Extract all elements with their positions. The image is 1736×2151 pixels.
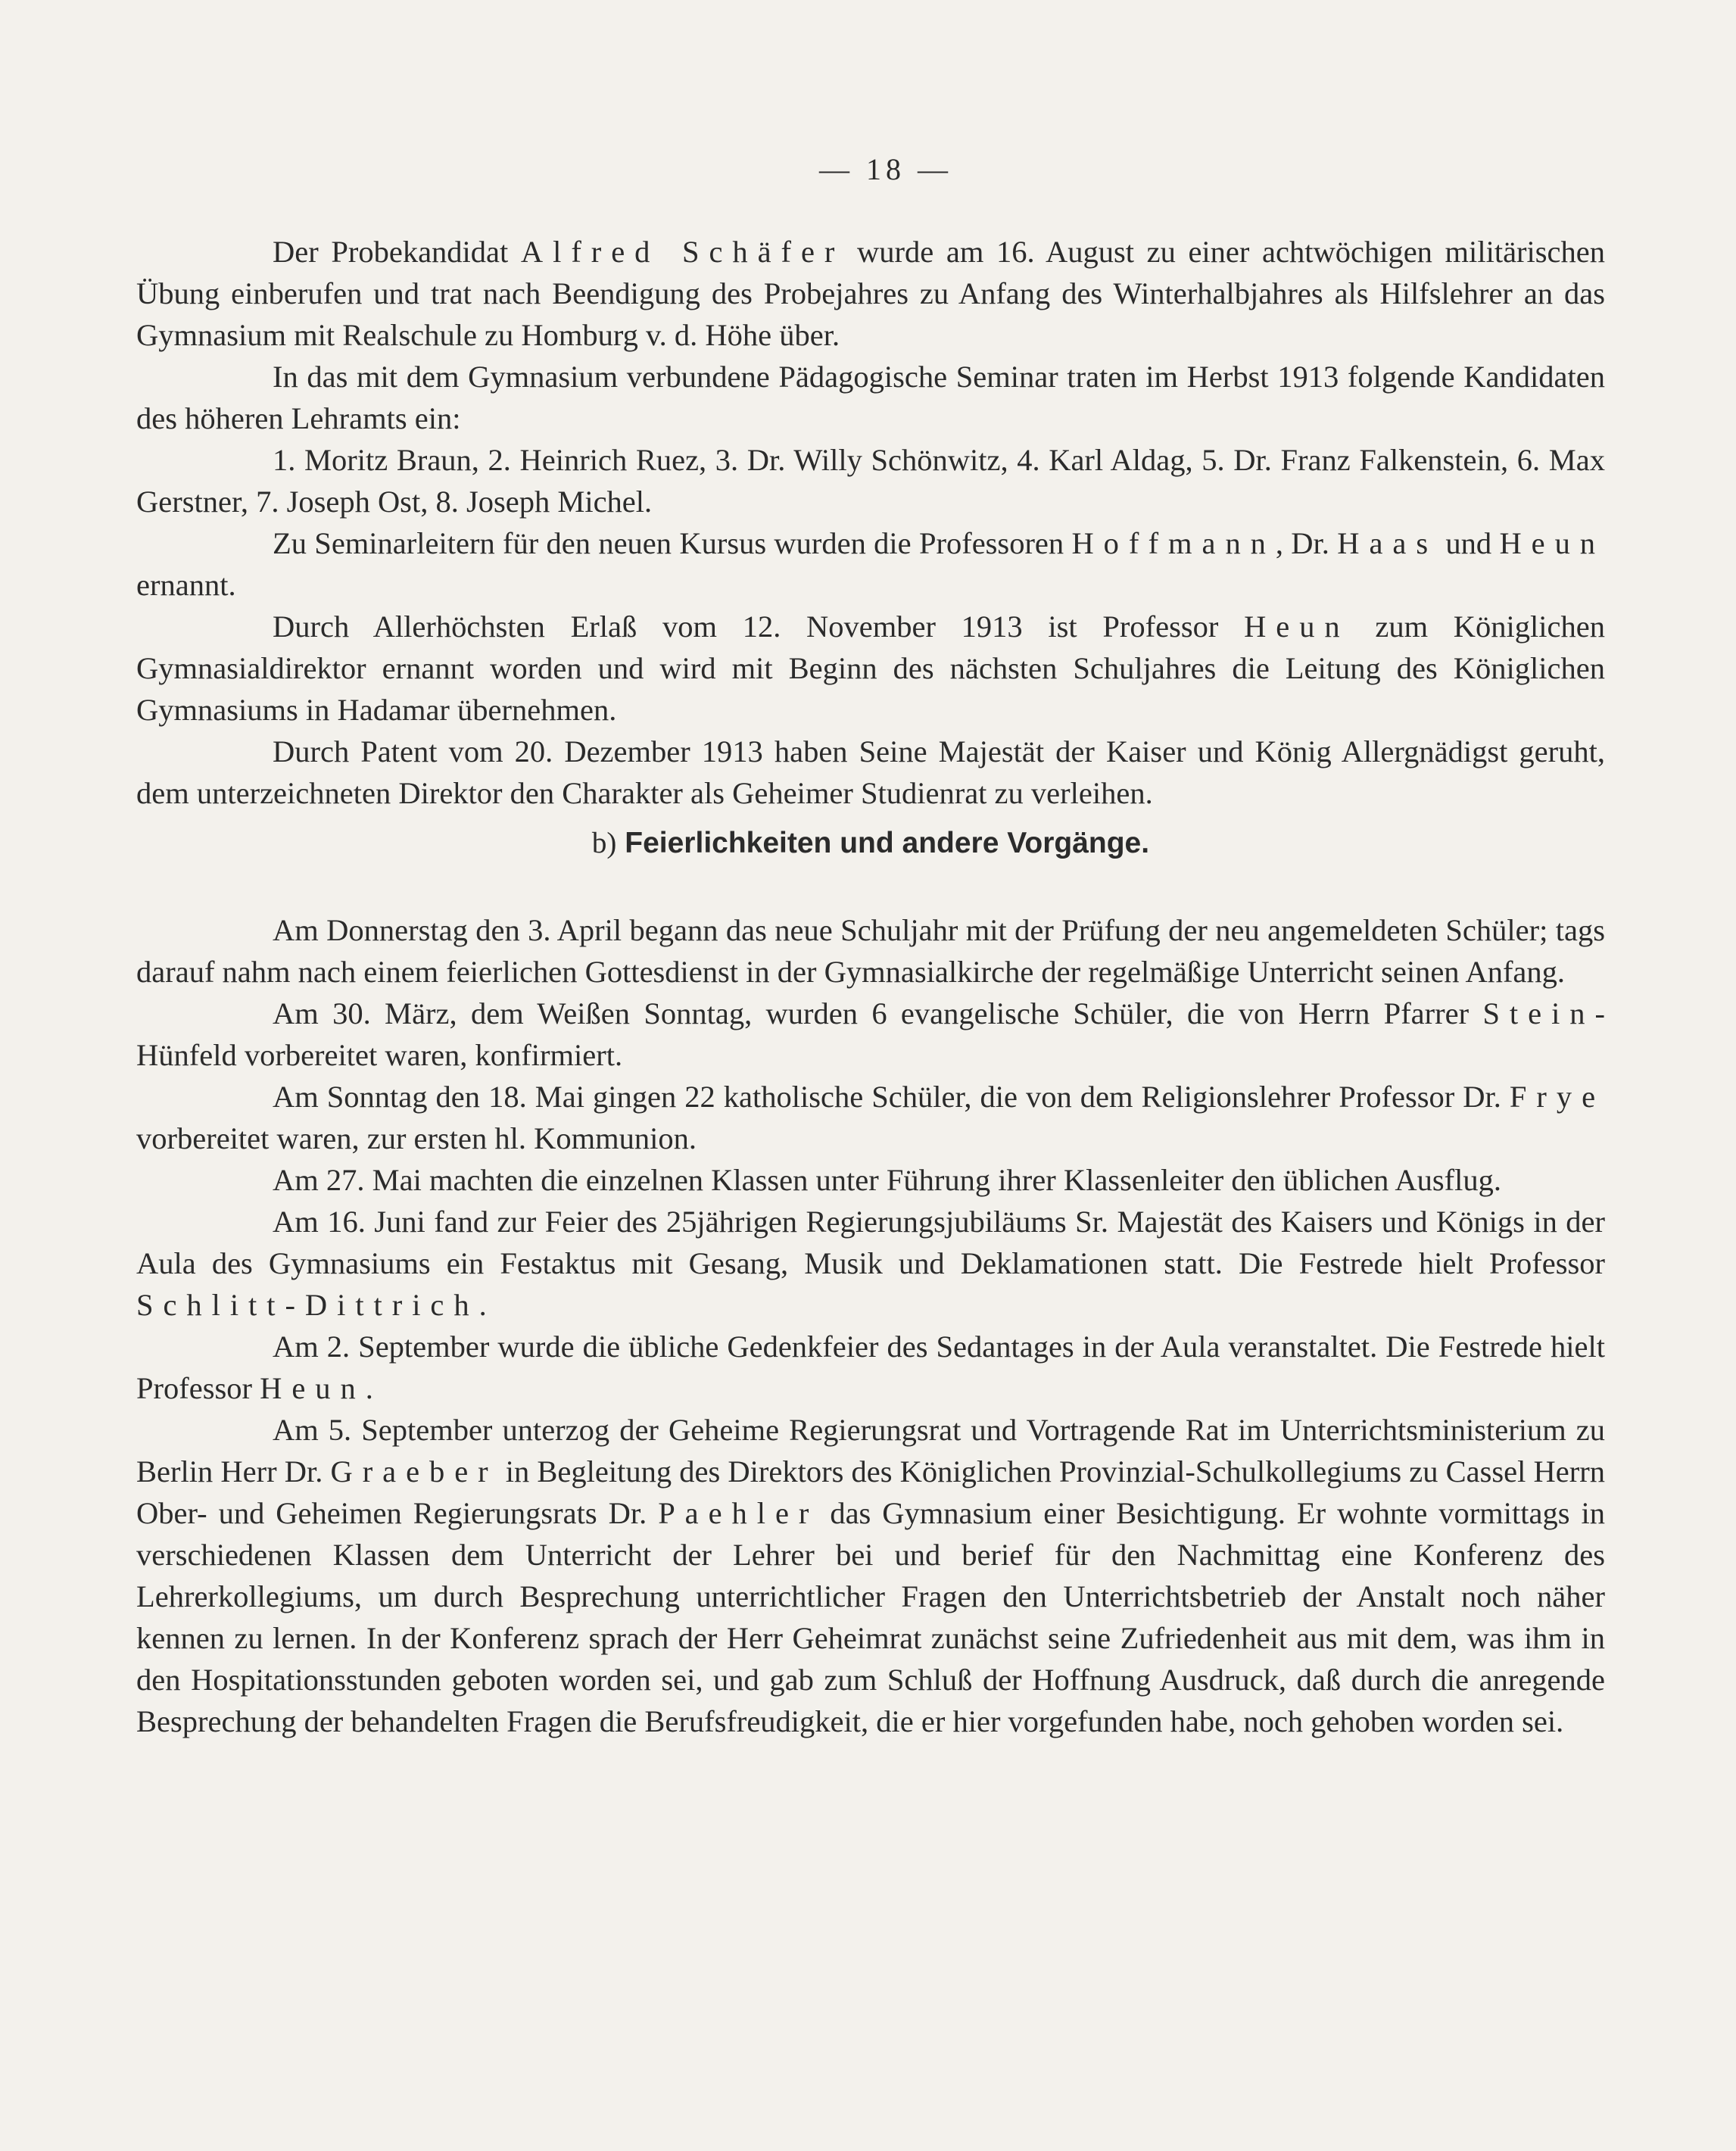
spaced-name: Paehler	[658, 1496, 819, 1530]
paragraph-schuljahr	[136, 909, 1605, 993]
section-heading-title: Feierlichkeiten und andere Vorgänge.	[625, 827, 1150, 859]
text-run: Am 5. September unterzog der Geheime Regierungsrat und Vortragende Rat im Unterrichtsministerium zu Berlin Herr Dr.	[136, 1413, 1605, 1489]
text-run: Am Donnerstag den 3. April begann das neue Schuljahr mit der Prüfung der neu angemeldeten Schüler; tags darauf nahm nach einem feierlichen Gottesdienst in der Gymnasialkirche der regelmäßige Unterricht seinen Anfang.	[136, 913, 1605, 989]
paragraph-ausflug	[136, 1159, 1605, 1201]
paragraph-jubilaeum	[136, 1201, 1605, 1326]
paragraph-sedantag	[136, 1326, 1605, 1409]
text-run: Der Probekandidat	[273, 235, 521, 269]
spaced-name: Stein	[1482, 996, 1595, 1030]
text-run: das Gymnasium einer Besichtigung. Er wohnte vormittags in verschiedenen Klassen dem Unterricht der Lehrer bei und berief für den Nachmittag eine Konferenz des Lehrerkollegiums, um durch Besprechung unterrichtlicher Fragen den Unterrichtsbetrieb der Anstalt noch näher kennen zu lernen. In der Konferenz sprach der Herr Geheimrat zunächst seine Zufriedenheit aus mit dem, was ihm in den Hospitationsstunden geboten worden sei, und gab zum Schluß der Hoffnung Ausdruck, daß durch die anregende Besprechung der behandelten Fragen die Berufsfreudigkeit, die er hier vorgefunden habe, noch gehoben worden sei.	[136, 1496, 1605, 1738]
text-run: Am 30. März, dem Weißen Sonntag, wurden 6 evangelische Schüler, die von Herrn Pfarrer	[273, 996, 1483, 1030]
text-run: Durch Patent vom 20. Dezember 1913 haben Seine Majestät der Kaiser und König Allergnädigst geruht, dem unterzeichneten Direktor den Charakter als Geheimer Studienrat zu verleihen.	[136, 734, 1605, 810]
section-heading-label: b)	[591, 827, 617, 859]
text-run: wurde am 16. August zu einer achtwöchigen militärischen Übung einberufen und trat nach Beendigung des Probejahres zu Anfang des Winterhalbjahres als Hilfslehrer an das Gymnasium mit Realschule zu Homburg v. d. Höhe über.	[136, 235, 1605, 352]
text-run: Am 27. Mai machten die einzelnen Klassen unter Führung ihrer Klassenleiter den üblichen Ausflug.	[273, 1163, 1501, 1197]
text-run: ernannt.	[136, 568, 236, 602]
text-run: .	[478, 1288, 487, 1322]
text-run: Am Sonntag den 18. Mai gingen 22 katholische Schüler, die von dem Religionslehrer Professor Dr.	[273, 1080, 1510, 1114]
text-run: Durch Allerhöchsten Erlaß vom 12. November 1913 ist Professor	[273, 609, 1245, 644]
paragraph-kommunion	[136, 1076, 1605, 1159]
paragraph-candidates-list	[136, 439, 1605, 522]
paragraph-seminarleiter	[136, 522, 1605, 606]
text-run: , Dr.	[1275, 526, 1338, 560]
paragraph-besichtigung	[136, 1409, 1605, 1742]
text-run: Am 2. September wurde die übliche Gedenkfeier des Sedantages in der Aula veranstaltet. Die Festrede hielt Professor	[136, 1330, 1605, 1405]
spaced-name: Hoffmann	[1071, 526, 1276, 560]
paragraph-erlass	[136, 606, 1605, 731]
text-run: vorbereitet waren, zur ersten hl. Kommunion.	[136, 1121, 697, 1155]
spaced-name: Heun	[1244, 609, 1350, 644]
spaced-name: Frye	[1509, 1080, 1605, 1114]
section-heading	[136, 825, 1605, 862]
spaced-name: Heun	[1499, 526, 1606, 560]
spaced-name: Alfred Schäfer	[520, 235, 845, 269]
document-page	[136, 151, 1605, 1742]
text-run: zum Königlichen Gymnasialdirektor ernannt worden und wird mit Beginn des nächsten Schuljahres die Leitung des Königlichen Gymnasiums in Hadamar übernehmen.	[136, 609, 1605, 727]
spaced-name: Heun	[260, 1371, 366, 1405]
spaced-name: Haas	[1337, 526, 1438, 560]
text-run: Zu Seminarleitern für den neuen Kursus wurden die Professoren	[273, 526, 1072, 560]
page-number: — 18 —	[819, 152, 952, 186]
text-run: und	[1438, 526, 1500, 560]
spaced-name: Graeber	[330, 1454, 498, 1489]
paragraph-probekandidat	[136, 231, 1605, 356]
text-run: In das mit dem Gymnasium verbundene Pädagogische Seminar traten im Herbst 1913 folgende Kandidaten des höheren Lehramts ein:	[136, 360, 1605, 435]
text-run: 1. Moritz Braun, 2. Heinrich Ruez, 3. Dr. Willy Schönwitz, 4. Karl Aldag, 5. Dr. Franz Falkenstein, 6. Max Gerstner, 7. Joseph Ost, 8. Joseph Michel.	[136, 443, 1605, 519]
text-run: in Begleitung des Direktors des Königlichen Provinzial-Schulkollegiums zu Cassel Herrn Ober- und Geheimen Regierungsrats Dr.	[136, 1454, 1605, 1530]
text-run: Am 16. Juni fand zur Feier des 25jährigen Regierungsjubiläums Sr. Majestät des Kaisers und Königs in der Aula des Gymnasiums ein Festaktus mit Gesang, Musik und Deklamationen statt. Die Festrede hielt Professor	[136, 1205, 1605, 1280]
paragraph-patent	[136, 731, 1605, 814]
section-b-body	[136, 909, 1605, 1742]
text-run: -Hünfeld vorbereitet waren, konfirmiert.	[136, 996, 1605, 1072]
paragraph-seminar	[136, 356, 1605, 439]
section-a-body	[136, 231, 1605, 814]
text-run: .	[365, 1371, 373, 1405]
paragraph-konfirmation	[136, 993, 1605, 1076]
spaced-name: Schlitt-Dittrich	[136, 1288, 479, 1322]
